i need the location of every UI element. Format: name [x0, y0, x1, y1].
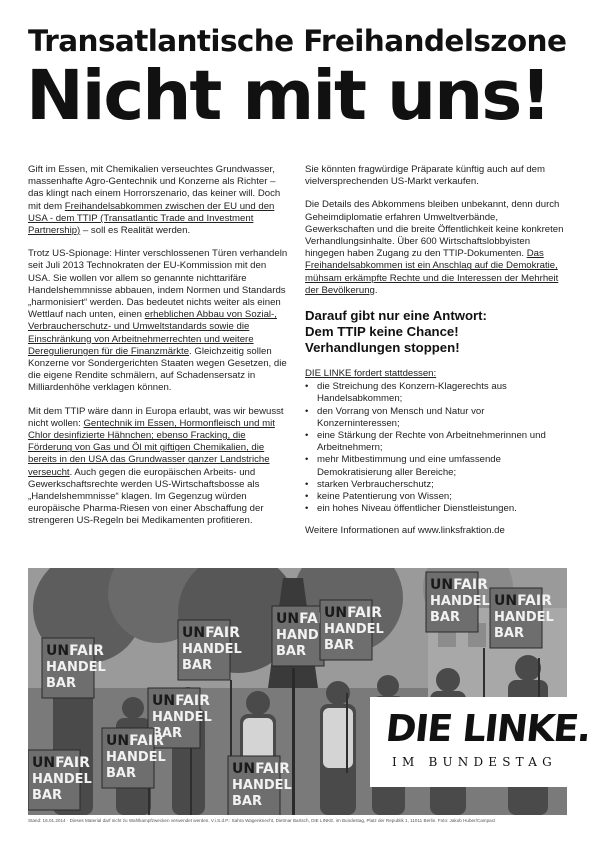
left-column: [28, 164, 290, 539]
footer-imprint: Stand: 16.01.2014 · Dieses Material darf nicht zu Wahlkampfzwecken verwendet werden. V.i.S.d.P.: Sahra Wagenknecht, Dietmar Bartsch, DIE LINKE. im Bundestag, Platz der Republik 1, 11011 Berlin. Foto: Jakob Huber/Campact: [28, 818, 496, 823]
header-subtitle: Transatlantische Freihandelszone: [28, 24, 567, 58]
standards-emphasis: erheblichen Abbau von Sozial-, Verbraucherschutz- und Umweltstandards sowie die Einschränkung von Arbeitnehmerrechten und weitere Deregulierungen für die Finanzmärkte: [28, 309, 277, 357]
paragraph-secrecy: Die Details des Abkommens bleiben unbekannt, denn durch Geheimdiplomatie erfahren Umweltverbände, Gewerkschaften und die breite Öffentlichkeit keine konkreten Verhandlungsinhalte. Über 600 Wirtschaftslobbyisten hingegen haben Zugang zu den TTIP-Dokumenten. Das Freihandelsabkommen ist ein Anschlag auf die Demokratie, mühsam erkämpfte Rechte und die Interessen der Mehrheit der Bevölkerung.: [305, 199, 564, 296]
paragraph-consequences: Mit dem TTIP wäre dann in Europa erlaubt, was wir bewusst nicht wollen: Gentechnik im Essen, Hormonfleisch und mit Chlor desinfizierte Hähnchen; ebenso Fracking, die Förderung von Gas und Öl mit giftigen Chemikalien, die bereits in den USA das Grundwasser ganzer Landstriche verseucht. Auch gegen die europäischen Arbeits- und Gewerkschaftsrechte werden US-Wirtschaftsbosse als „Handelshemmnisse“ klagen. Im Gegenzug würden europäische Pharma-Riesen von einer Abschaffung der strengeren US-Regeln bei Medikamenten profitieren.: [28, 405, 284, 527]
demands-intro: DIE LINKE fordert stattdessen:: [305, 368, 437, 380]
list-item: • eine Stärkung der Rechte von Arbeitnehmerinnen und Arbeitnehmern;: [305, 430, 567, 454]
more-info-link[interactable]: Weitere Informationen auf www.linksfraktion.de: [305, 525, 505, 537]
die-linke-logo: [370, 697, 593, 787]
logo-subtitle: IM BUNDESTAG: [392, 755, 557, 769]
paragraph-intro: Gift im Essen, mit Chemikalien verseuchtes Grundwasser, massenhafte Agro-Gentechnik und Konzerne als Richter – das klingt nach einem Horrorszenario, das keiner will. Doch mit dem Freihandelsabkommen zwischen der EU und den USA - dem TTIP (Transatlantic Trade and Investment Partnership) – soll es Realität werden.: [28, 164, 281, 237]
list-item: • den Vorrang von Mensch und Natur vor Konzerninteressen;: [305, 406, 567, 430]
ttip-definition-link: Freihandelsabkommen zwischen der EU und den USA - dem TTIP (Transatlantic Trade and Investment Partnership): [28, 200, 275, 237]
list-item: • ein hohes Niveau öffentlicher Dienstleistungen.: [305, 503, 567, 515]
paragraph-markets: Sie könnten fragwürdige Präparate künftig auch auf dem vielversprechenden US-Markt verkaufen.: [305, 164, 545, 188]
gentechnik-emphasis: Gentechnik im Essen, Hormonfleisch und mit Chlor desinfizierte Hähnchen; ebenso Fracking, die Förderung von Gas und Öl mit giftigen Chemikalien, die bereits in den USA das Grundwasser ganzer Landstriche verseucht: [28, 417, 275, 478]
list-item: • keine Patentierung von Wissen;: [305, 491, 567, 503]
answer-heading: Darauf gibt nur eine Antwort: Dem TTIP keine Chance! Verhandlungen stoppen!: [305, 308, 487, 356]
right-column: [305, 164, 567, 549]
demands-list: [305, 381, 567, 515]
logo-wordmark: DIE LINKE.: [383, 707, 593, 750]
democracy-emphasis: Das Freihandelsabkommen ist ein Anschlag auf die Demokratie, mühsam erkämpfte Rechte und die Interessen der Mehrheit der Bevölkerung: [305, 248, 559, 296]
list-item: • die Streichung des Konzern-Klagerechts aus Handelsabkommen;: [305, 381, 567, 405]
list-item: • mehr Mitbestimmung und eine umfassende Demokratisierung aller Bereiche;: [305, 454, 567, 478]
paragraph-spionage: Trotz US-Spionage: Hinter verschlossenen Türen verhandeln seit Juli 2013 Technokraten der EU-Kommission mit den USA. Sie wollen vor allem so genannte nichttarifäre Handelshemmnisse abbauen, indem Normen und Standards „harmonisiert“ werden. Das bedeutet nichts weiter als einen Wettlauf nach unten, einen erheblichen Abbau von Sozial-, Verbraucherschutz- und Umweltstandards sowie die Einschränkung von Arbeitnehmerrechten und weitere Deregulierungen für die Finanzmärkte. Gleichzeitig sollen Konzerne vor Sondergerichten Staaten wegen Gesetzen, die die eigene Rendite schmälern, auf Schadensersatz in Milliardenhöhe verklagen können.: [28, 248, 288, 394]
list-item: • starken Verbraucherschutz;: [305, 479, 567, 491]
page-title: Nicht mit uns!: [26, 56, 550, 136]
